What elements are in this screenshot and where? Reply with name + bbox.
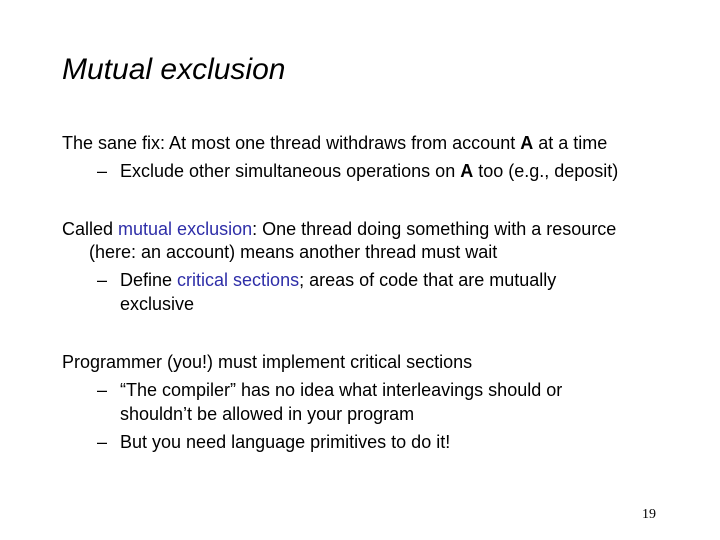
bullet-2-text-pre: Called xyxy=(62,219,119,239)
bullet-2-sub-1 xyxy=(120,268,556,292)
bullet-2-line-1 xyxy=(62,217,616,241)
bullet-2-sub-1-pre: Define xyxy=(120,270,178,290)
bullet-1-sub-1-pre: Exclude other simultaneous operations on xyxy=(120,161,461,181)
mutual-exclusion-term: mutual exclusion xyxy=(118,219,253,239)
sub-bullet-dash: – xyxy=(97,270,108,290)
bullet-2-sub-1-post: ; areas of code that are mutually xyxy=(299,270,557,290)
bullet-3-sub-2: But you need language primitives to do it! xyxy=(120,432,451,452)
account-a-bold: A xyxy=(520,133,534,153)
sub-bullet-dash: – xyxy=(97,380,108,400)
bullet-1-text-post: at a time xyxy=(533,133,608,153)
bullet-1-text-pre: The sane fix: At most one thread withdraws from account xyxy=(62,133,521,153)
account-a-bold: A xyxy=(460,161,474,181)
bullet-3-line-1: Programmer (you!) must implement critical sections xyxy=(62,352,473,372)
bullet-2-sub-1-line-2: exclusive xyxy=(120,294,195,314)
bullet-3-sub-1: “The compiler” has no idea what interleavings should or xyxy=(120,380,563,400)
sub-bullet-dash: – xyxy=(97,161,108,181)
bullet-3-sub-1-line-2: shouldn’t be allowed in your program xyxy=(120,404,415,424)
bullet-1-line-1 xyxy=(62,131,607,155)
slide-title: Mutual exclusion xyxy=(62,53,286,86)
critical-sections-term: critical sections xyxy=(177,270,300,290)
bullet-1-sub-1-post: too (e.g., deposit) xyxy=(473,161,619,181)
bullet-1-sub-1 xyxy=(120,159,618,183)
sub-bullet-dash: – xyxy=(97,432,108,452)
bullet-2-text-post: : One thread doing something with a resource xyxy=(252,219,617,239)
bullet-2-line-2: (here: an account) means another thread must wait xyxy=(89,242,498,262)
page-number: 19 xyxy=(642,507,656,522)
